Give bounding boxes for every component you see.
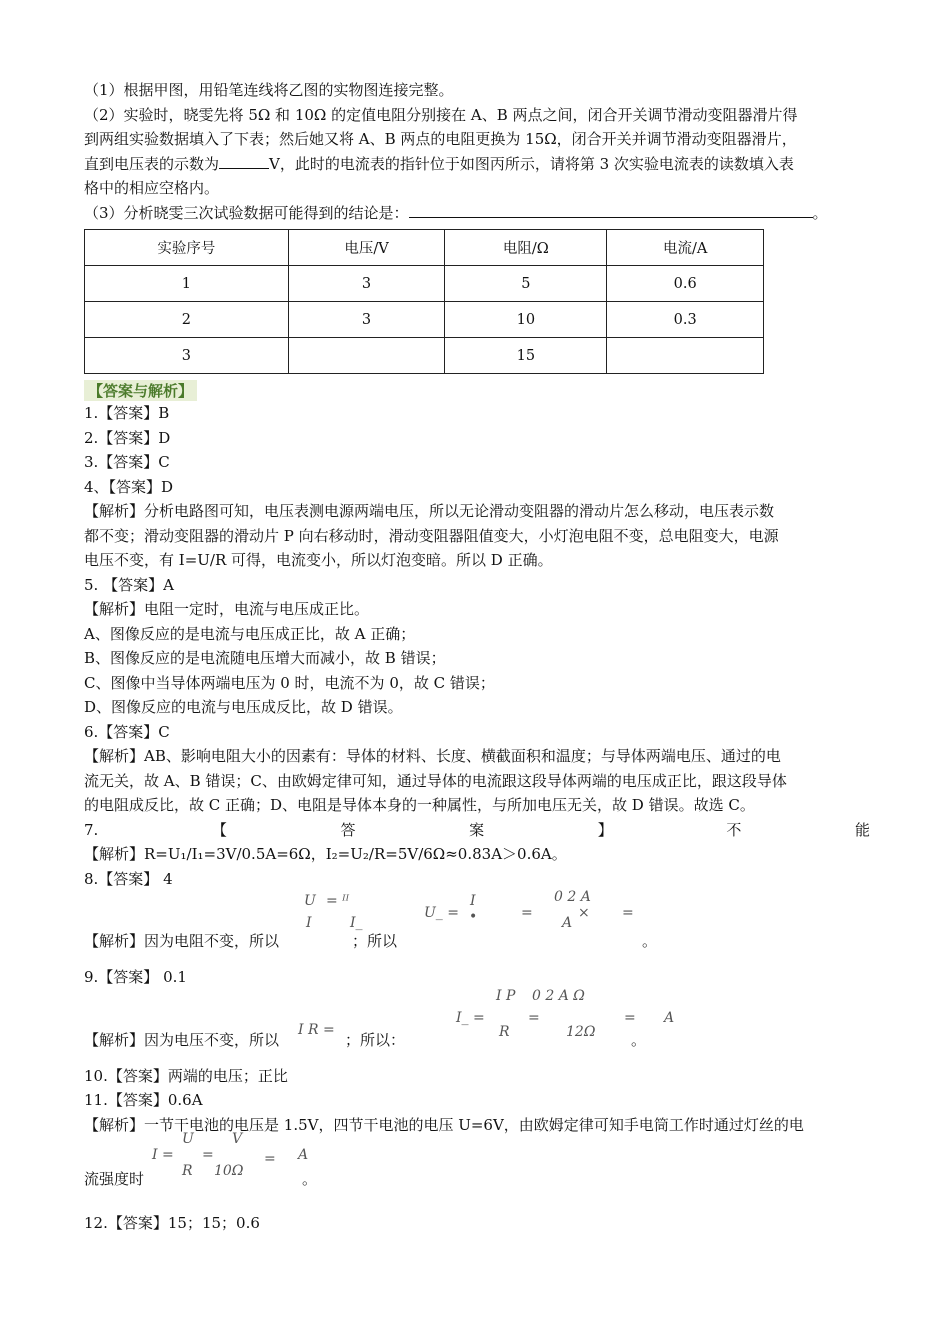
table-row [85,338,764,374]
answer-4-explanation-line-3: 电压不变，有 I=U/R 可得，电流变小，所以灯泡变暗。所以 D 正确。 [84,551,553,569]
answer-7: 7. 【 答 案 】 不 能 [84,820,870,839]
answer-5-option-a: A、图像反应的是电流与电压成正比，故 A 正确； [84,624,416,643]
table-cell: 3 [85,338,289,374]
answer-6-explanation-line-3: 的电阻成反比，故 C 正确；D、电阻是导体本身的一种属性，与所加电压无关，故 D 错误。故选 C。 [84,796,755,814]
table-cell: 0.6 [607,266,764,302]
answer-11-formula-row: I = U R = V 10Ω = A 流强度时 。 [84,1131,318,1188]
answer-5-explanation: 【解析】电阻一定时，电流与电压成正比。 [84,600,370,618]
answer-4-explanation-line-2: 都不变；滑动变阻器的滑动片 P 向右移动时，滑动变阻器阻值变大，小灯泡电阻不变，总电阻变大，电源 [84,526,779,545]
answer-6-explanation-line-2: 流无关，故 A、B 错误；C、由欧姆定律可知，通过导体的电流跟这段导体两端的电压成正比，跟这段导体 [84,771,787,790]
answer-1: 1.【答案】B [84,404,170,422]
section-title: 【答案与解析】 [84,380,197,401]
table-cell: 3 [288,266,445,302]
answer-7-explanation: 【解析】R=U₁/I₁=3V/0.5A=6Ω，I₂=U₂/R=5V/6Ω≈0.83A＞0.6A。 [84,845,567,863]
answer-11-explanation-line-1: 【解析】一节干电池的电压是 1.5V，四节干电池的电压 U=6V，由欧姆定律可知手电筒工作时通过灯丝的电 [84,1115,804,1134]
answer-5-option-c: C、图像中当导体两端电压为 0 时，电流不为 0，故 C 错误； [84,673,495,692]
document-page [84,78,870,1236]
answer-6: 6.【答案】C [84,722,170,741]
answer-2: 2.【答案】D [84,428,171,447]
table-header-row [85,230,764,266]
answer-5-option-d: D、图像反应的电流与电压成反比，故 D 错误。 [84,698,403,716]
answer-4-explanation-line-1: 【解析】分析电路图可知，电压表测电源两端电压，所以无论滑动变阻器的滑动片怎么移动，电压表示数 [84,502,775,520]
answer-3: 3.【答案】C [84,453,170,471]
table-header: 电压/V [288,230,445,266]
question-1: （1）根据甲图，用铅笔连线将乙图的实物图连接完整。 [84,81,454,99]
table-header: 电流/A [607,230,764,266]
table-cell: 0.3 [607,302,764,338]
table-row [85,302,764,338]
table-header: 电阻/Ω [445,230,607,266]
answer-9: 9.【答案】 0.1 [84,968,187,986]
question-2-line-4: 格中的相应空格内。 [84,179,220,197]
table-cell: 1 [85,266,289,302]
voltage-blank[interactable] [219,154,269,169]
answer-6-explanation-line-1: 【解析】AB、影响电阻大小的因素有：导体的材料、长度、横截面积和温度；与导体两端电压、通过的电 [84,747,781,765]
answer-9-formula-row: I R = I_ = I P 0 2 A Ω R = 12Ω = A 【解析】因为电压不变，所以 ；所以： 。 [84,987,675,1049]
answer-5-option-b: B、图像反应的是电流随电压增大而减小，故 B 错误； [84,649,446,667]
table-cell: 2 [85,302,289,338]
table-cell: 3 [288,302,445,338]
answer-11: 11.【答案】0.6A [84,1091,203,1109]
table-cell: 10 [445,302,607,338]
answer-4: 4、【答案】D [84,477,174,496]
table-cell-current-input[interactable] [607,338,764,374]
table-cell-voltage-input[interactable] [288,338,445,374]
answer-10: 10.【答案】两端的电压；正比 [84,1066,288,1085]
question-2-line-1: （2）实验时，晓雯先将 5Ω 和 10Ω 的定值电阻分别接在 A、B 两点之间，闭合开关调节滑动变阻器滑片得 [84,105,798,124]
table-row [85,266,764,302]
answer-12: 12.【答案】15；15；0.6 [84,1214,260,1232]
data-table [84,229,764,374]
table-cell: 15 [445,338,607,374]
question-2-line-3: 直到电压表的示数为 V，此时的电流表的指针位于如图丙所示，请将第 3 次实验电流表的读数填入表 [84,154,794,173]
table-cell: 5 [445,266,607,302]
answer-8-formula-row: U = ᴵᴵ I I_ U_ = I • = 0 2 A A × = 【解析】因为电阻不变，所以 ；所以 。 [84,889,658,950]
answer-8: 8.【答案】 4 [84,869,173,888]
question-2-line-2: 到两组实验数据填入了下表；然后她又将 A、B 两点的电阻更换为 15Ω，闭合开关并调节滑动变阻器滑片， [84,130,797,148]
question-3: （3）分析晓雯三次试验数据可能得到的结论是： 。 [84,203,828,222]
table-header: 实验序号 [85,230,289,266]
conclusion-blank[interactable] [409,203,813,218]
answer-5: 5. 【答案】A [84,575,174,594]
